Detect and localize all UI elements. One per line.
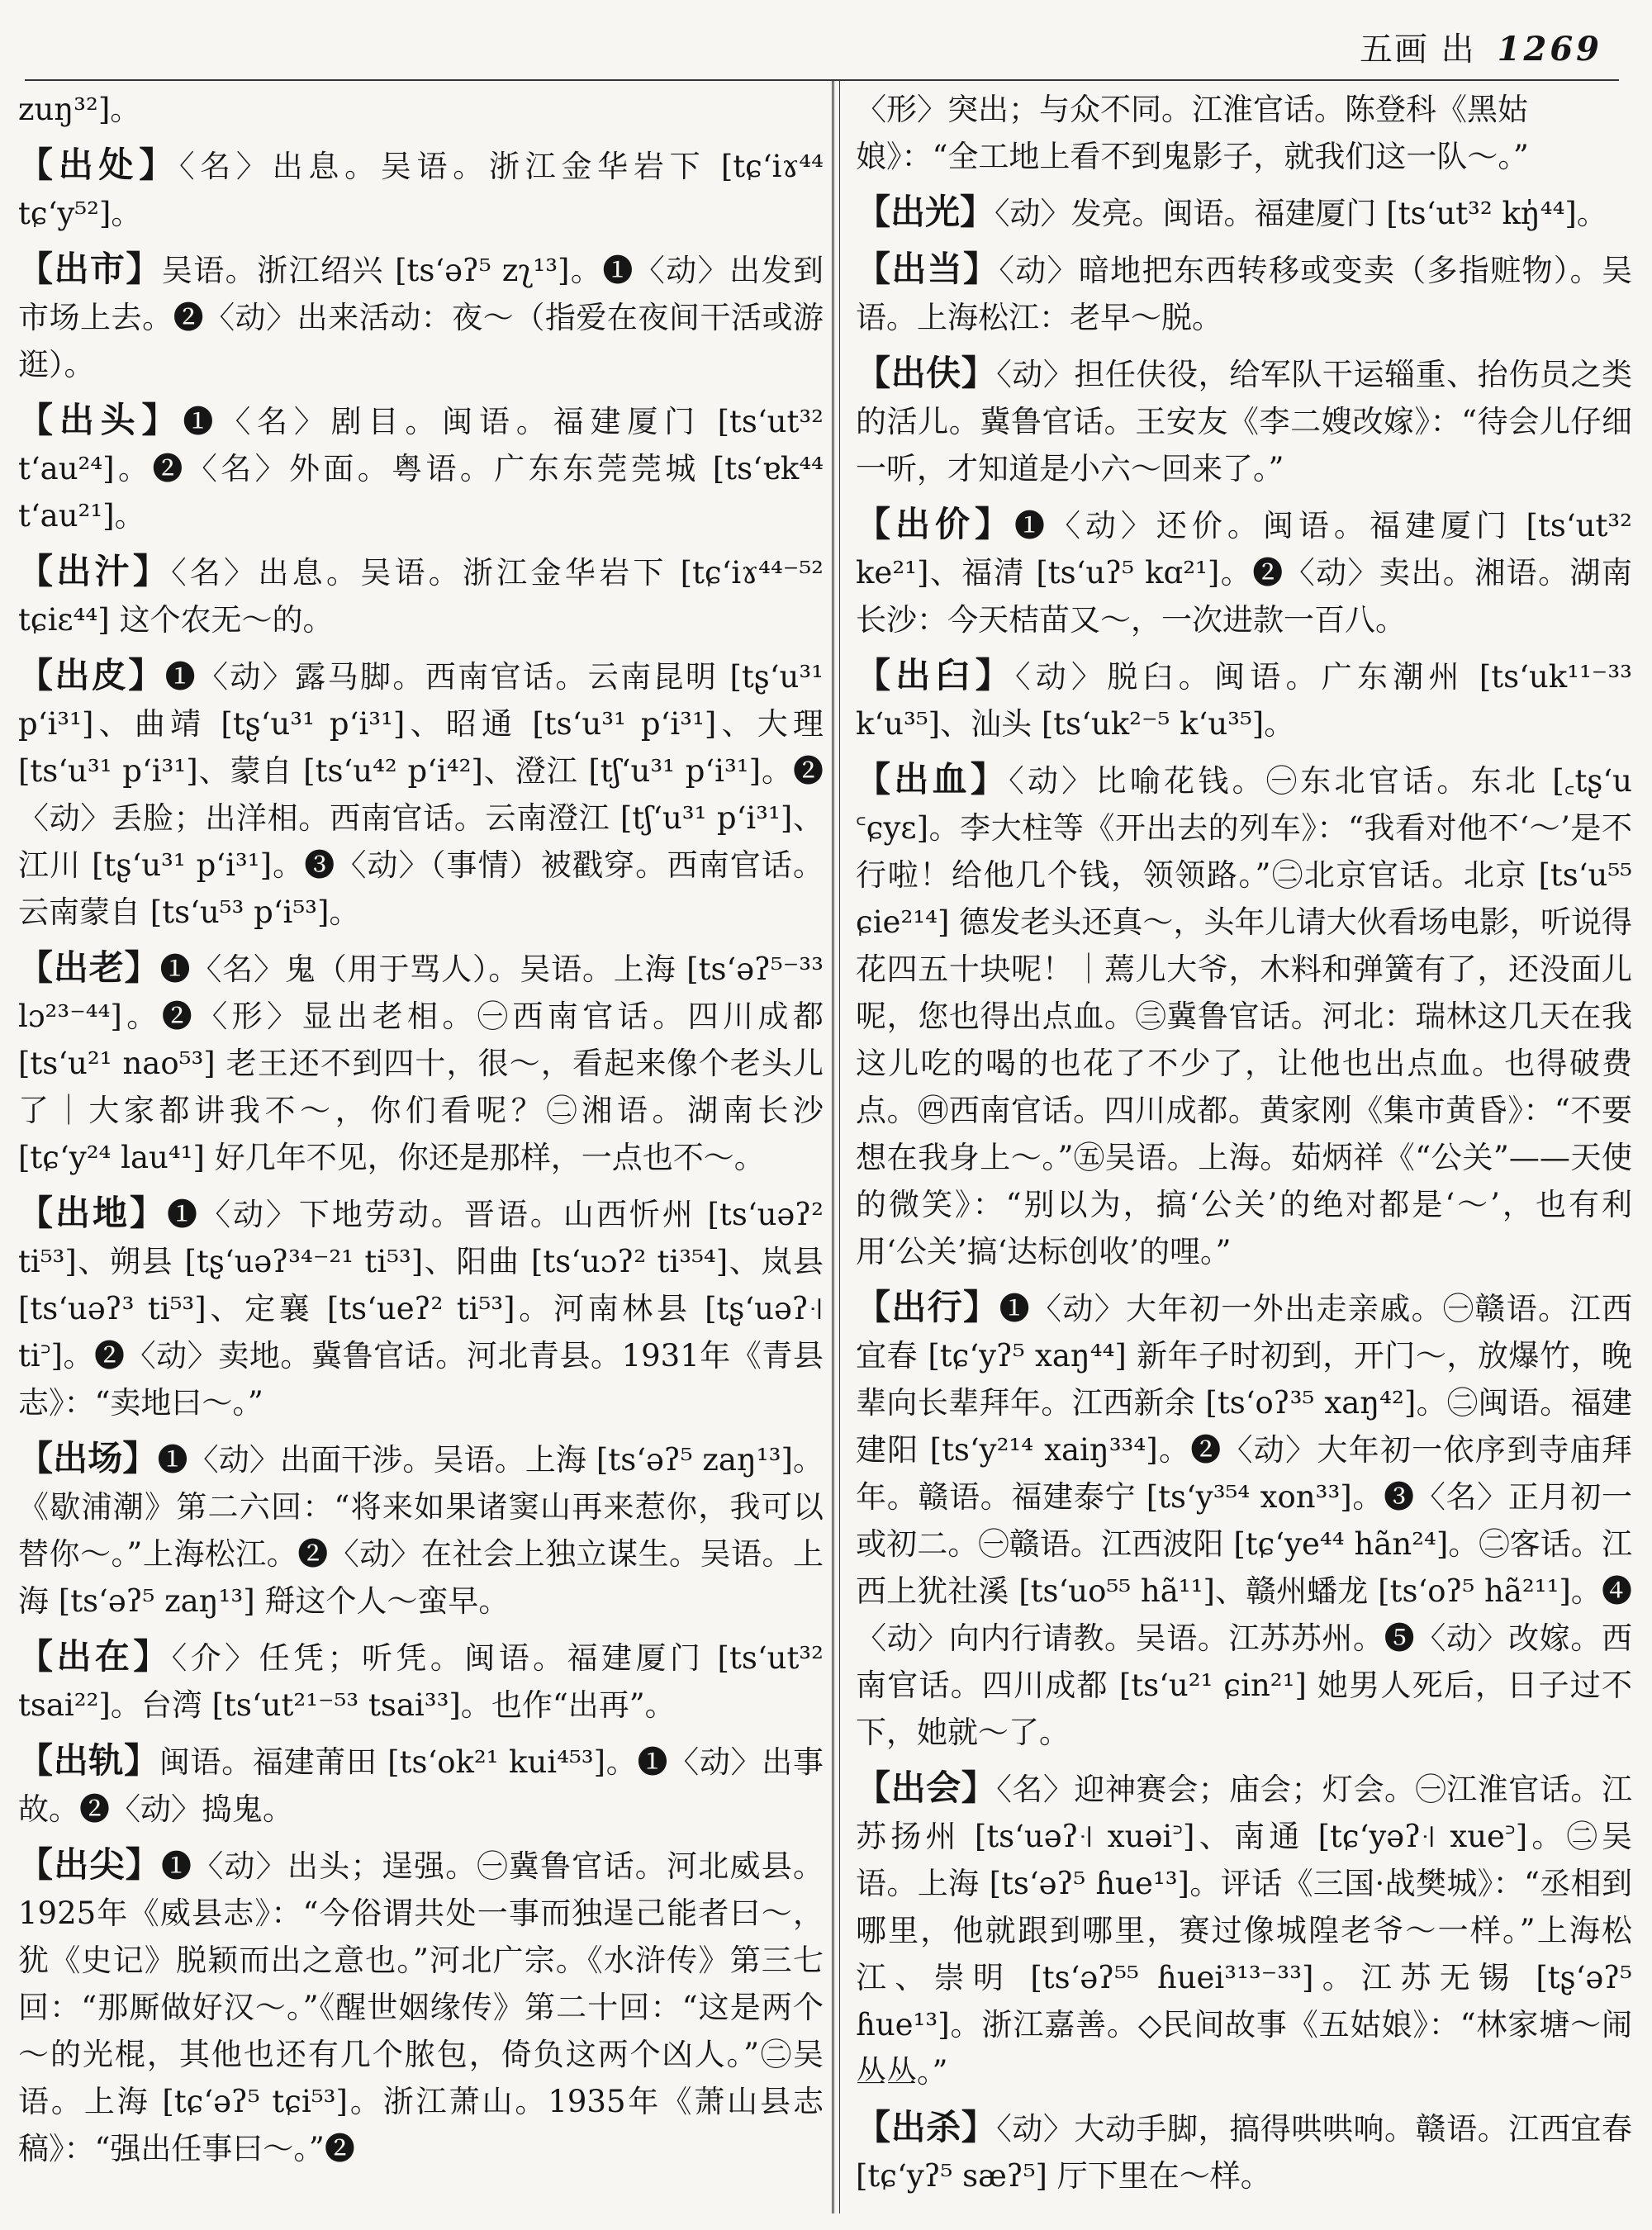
entry [18,396,824,539]
entry [18,245,824,388]
headword: 【 出皮 】 [18,655,165,695]
headword: 【 出轨 】 [18,1740,159,1781]
entry [856,188,1632,237]
entry-text: ❶〈动〉露马脚。西南官话。云南昆明 [tʂʻu³¹ pʻi³¹]、曲靖 [tʂʻu³¹ pʻi³¹]、昭通 [tsʻu³¹ pʻi³¹]、大理 [tsʻu³¹ pʻi³¹]、蒙自 [tsʻu⁴² pʻi⁴²]、澄江 [tʃʻu³¹ pʻi³¹]。❷〈动〉丢脸；出洋相。西南官话。云南澄江 [tʃʻu³¹ pʻi³¹]、江川 [tʂʻu³¹ pʻi³¹]。❸〈动〉（事情）被戳穿。西南官话。云南蒙自 [tsʻu⁵³ pʻi⁵³]。 [18,659,824,930]
entry-text: ❶〈动〉大年初一外出走亲戚。㊀赣语。江西宜春 [tɕʻyʔ⁵ xaŋ⁴⁴] 新年子时初到，开门～，放爆竹，晚辈向长辈拜年。江西新余 [tsʻoʔ³⁵ xaŋ⁴²]。㊁闽语。福建建阳 [tsʻy²¹⁴ xaiŋ³³⁴]。❷〈动〉大年初一依序到寺庙拜年。赣语。福建泰宁 [tsʻy³⁵⁴ xon³³]。❸〈名〉正月初一或初二。㊀赣语。江西波阳 [tɕʻye⁴⁴ hãn²⁴]。㊁客话。江西上犹社溪 [tsʻuo⁵⁵ hã¹¹]、赣州蟠龙 [tsʻoʔ⁵ hã²¹¹]。❹〈动〉向内行请教。吴语。江苏苏州。❺〈动〉改嫁。西南官话。四川成都 [tsʻu²¹ ɕin²¹] 她男人死后，日子过不下，她就～了。 [856,1291,1632,1750]
headword: 【 出杀 】 [856,2107,996,2147]
entry [18,1435,824,1625]
entry-text: ❶〈名〉剧目。闽语。福建厦门 [tsʻut³² tʻau²⁴]。❷〈名〉外面。粤语。广东东莞莞城 [tsʻɐk⁴⁴ tʻau²¹]。 [18,404,824,534]
headword: 【 出在 】 [18,1636,172,1677]
left-column [18,86,824,2180]
headword: 【 出头 】 [18,400,183,440]
entry-text: ❶〈动〉出头；逞强。㊀冀鲁官话。河北威县。1925年《威县志》：“今俗谓共处一事而独逞己能者曰～，犹《史记》脱颖而出之意也。”河北广宗。《水浒传》第三七回：“那厮做好汉～。”《醒世姻缘传》第二十回：“这是两个～的光棍，其他也还有几个脓包，倚负这两个凶人。”㊁吴语。上海 [tɕʻəʔ⁵ tɕi⁵³]。浙江萧山。1935年《萧山县志稿》：“强出任事曰～。”❷ [18,1848,824,2166]
entry-text: 〈动〉暗地把东西转移或变卖（多指赃物）。吴语。上海松江：老早～脱。 [856,253,1632,335]
entry-continuation [18,86,824,133]
headword: 【 出血 】 [856,759,1009,799]
entry-continuation [856,86,1632,180]
entry-text: 〈动〉比喻花钱。㊀东北官话。东北 [꜀tʂʻu ꜂ɕyɛ]。李大柱等《开出去的列车》：“我看对他不‘～’是不行啦！给他几个钱，领领路。”㊁北京官话。北京 [tsʻu⁵⁵ ɕie²¹⁴] 德发老头还真～，头年儿请大伙看场电影，听说得花四五十块呢！｜蔫儿大爷，木料和弹簧有了，还没面儿呢，您也得出点血。㊂冀鲁官话。河北：瑞林这几天在我这儿吃的喝的也花了不少了，让他也出点血。也得破费点。㊃西南官话。四川成都。黄家刚《集市黄昏》：“不要想在我身上～。”㊄吴语。上海。茹炳祥《“公关”——天使的微笑》：“别以为，搞‘公关’的绝对都是‘～’，也有利用‘公关’搞‘达标创收’的哩。” [856,763,1632,1269]
entry [856,1283,1632,1756]
header-rule [25,79,1619,81]
entry-text: ❶〈名〉鬼（用于骂人）。吴语。上海 [tsʻəʔ⁵⁻³³ lɔ²³⁻⁴⁴]。❷〈形〉显出老相。㊀西南官话。四川成都 [tsʻu²¹ nao⁵³] 老王还不到四十，很～，看起来像个老头儿了｜大家都讲我不～，你们看呢？㊁湘语。湖南长沙 [tɕʻy²⁴ lau⁴¹] 好几年不见，你还是那样，一点也不～。 [18,951,824,1175]
entry-text: 〈动〉担任伕役，给军队干运辎重、抬伤员之类的活儿。冀鲁官话。王安友《李二嫂改嫁》：“待会儿仔细一听，才知道是小六～回来了。” [856,357,1632,486]
entry [856,245,1632,341]
column-divider [832,81,840,2213]
entry-text: ❶〈动〉下地劳动。晋语。山西忻州 [tsʻuəʔ² ti⁵³]、朔县 [tʂʻuəʔ³⁴⁻²¹ ti⁵³]、阳曲 [tsʻuɔʔ² ti³⁵⁴]、岚县 [tsʻuəʔ³ ti⁵³]、定襄 [tsʻueʔ² ti⁵³]。河南林县 [tʂʻuəʔ꜊ ti꜄]。❷〈动〉卖地。冀鲁官话。河北青县。1931年《青县志》：“卖地曰～。” [18,1197,824,1421]
entry [18,944,824,1181]
entry-text: 吴语。浙江绍兴 [tsʻəʔ⁵ zʅ¹³]。❶〈动〉出发到市场上去。❷〈动〉出来活动：夜～（指爱在夜间干活或游逛）。 [18,253,824,382]
headword: 【 出市 】 [18,249,162,289]
headword: 【 出行 】 [856,1287,999,1327]
headword: 【 出当 】 [856,249,999,289]
entry-text: 〈名〉迎神赛会；庙会；灯会。㊀江淮官话。江苏扬州 [tsʻuəʔ꜊ xuəi꜄]、南通 [tɕʻyəʔ꜊ xue꜄]。㊁吴语。上海 [tsʻəʔ⁵ ɦue¹³]。评话《三国·战樊城》：“丞相到哪里，他就跟到哪里，赛过像城隍老爷～一样。”上海松江、崇明 [tsʻəʔ⁵⁵ ɦuei³¹³⁻³³]。江苏无锡 [tʂʻəʔ⁵ ɦue¹³]。浙江嘉善。◇民间故事《五姑娘》：“林家塘～闹丛丛。” [856,1772,1632,2090]
section-label: 五画 出 [1359,31,1476,69]
entry-text: 〈动〉脱臼。闽语。广东潮州 [tsʻuk¹¹⁻³³ kʻu³⁵]、汕头 [tsʻuk²⁻⁵ kʻu³⁵]。 [856,659,1632,742]
headword: 【 出光 】 [856,192,995,232]
entry [856,756,1632,1275]
entry-text: ❶〈动〉出面干涉。吴语。上海 [tsʻəʔ⁵ zaŋ¹³]。《歇浦潮》第二六回：“将来如果诸窦山再来惹你，我可以替你～。”上海松江。❷〈动〉在社会上独立谋生。吴语。上海 [tsʻəʔ⁵ zaŋ¹³] 搿这个人～蛮早。 [18,1442,824,1619]
entry [18,1841,824,2172]
headword: 【 出汁 】 [18,551,171,591]
entry [18,652,824,936]
entry-text: 〈动〉发亮。闽语。福建厦门 [tsʻut³² kŋ̍⁴⁴]。 [995,196,1607,231]
entry [856,1764,1632,2095]
headword: 【 出场 】 [18,1438,157,1478]
headword: 【 出尖 】 [18,1844,161,1885]
entry [18,1189,824,1426]
headword: 【 出价 】 [856,504,1014,544]
entry [856,501,1632,643]
headword: 【 出臼 】 [856,655,1015,695]
entry-text: 〈介〉任凭；听凭。闽语。福建厦门 [tsʻut³² tsai²²]。台湾 [tsʻut²¹⁻⁵³ tsai³³]。也作“出再”。 [18,1640,824,1723]
entry-text: 〈名〉出息。吴语。浙江金华岩下 [tɕʻiɤ⁴⁴ tɕʻy⁵²]。 [18,149,824,231]
entry [856,349,1632,492]
entry-text: 〈动〉大动手脚，搞得哄哄响。赣语。江西宜春 [tɕʻyʔ⁵ sæʔ⁵] 厅下里在～样。 [856,2111,1632,2194]
entry-text: 闽语。福建莆田 [tsʻok²¹ kui⁴⁵³]。❶〈动〉出事故。❷〈动〉捣鬼。 [18,1744,824,1827]
headword: 【 出老 】 [18,947,159,988]
entry [856,652,1632,747]
entry-text: 〈形〉突出；与众不同。江淮官话。陈登科《黑姑娘》：“全工地上看不到鬼影子，就我们这一队～。” [856,92,1529,174]
entry [856,2104,1632,2199]
headword: 【 出会 】 [856,1767,996,1808]
page-number: 1269 [1497,30,1602,69]
entry [18,1633,824,1729]
running-header [1360,23,1602,70]
entry [18,1737,824,1833]
right-column [856,86,1632,2208]
entry [18,548,824,643]
entry-text: 〈名〉出息。吴语。浙江金华岩下 [tɕʻiɤ⁴⁴⁻⁵² tɕiɛ⁴⁴] 这个农无～的。 [18,555,824,638]
entry-text: zuŋ³²]。 [18,92,141,127]
entry-text: ❶〈动〉还价。闽语。福建厦门 [tsʻut³² ke²¹]、福清 [tsʻuʔ⁵ kɑ²¹]。❷〈动〉卖出。湘语。湖南长沙：今天桔苗又～，一次进款一百八。 [856,508,1632,638]
entry [18,141,824,237]
headword: 【 出伕 】 [856,353,996,393]
headword: 【 出地 】 [18,1193,167,1233]
headword: 【 出处 】 [18,145,179,185]
